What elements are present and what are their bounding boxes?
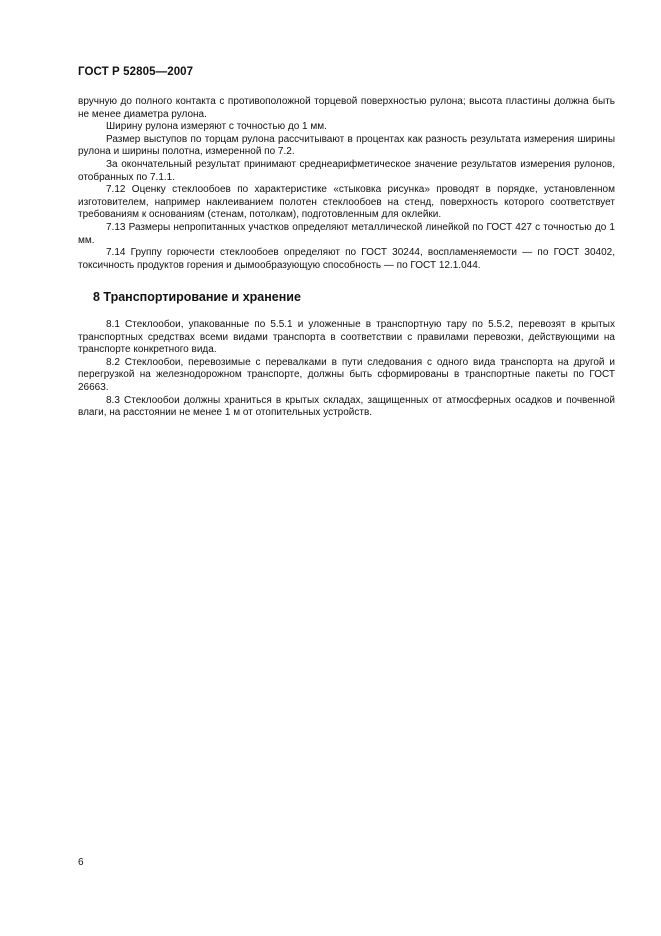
paragraph: За окончательный результат принимают среднеарифметическое значение результатов измерения рулонов, отобранных по 7.1.1. [78,158,615,183]
paragraph: Ширину рулона измеряют с точностью до 1 мм. [106,121,327,133]
paragraph-8-3: 8.3 Стеклообои должны храниться в крытых складах, защищенных от атмосферных осадков и почвенной влаги, на расстоянии не менее 1 м от отопительных устройств. [78,394,615,419]
paragraph-7-12: 7.12 Оценку стеклообоев по характеристике «стыковка рисунка» проводят в порядке, установленном изготовителем, например наклеиванием полотен стеклообоев на стенд, поверхность которого соответствует требованиям к основаниям (стенам, потолкам), подготовленным для оклейки. [78,184,615,221]
paragraph-7-14: 7.14 Группу горючести стеклообоев определяют по ГОСТ 30244, воспламеняемости — по ГОСТ 30402, токсичность продуктов горения и дымообразующую способность — по ГОСТ 12.1.044. [78,247,615,271]
paragraph-7-13: 7.13 Размеры непропитанных участков определяют металлической линейкой по ГОСТ 427 с точностью до 1 мм. [78,221,615,246]
page-number: 6 [78,857,84,868]
paragraph-8-1: 8.1 Стеклообои, упакованные по 5.5.1 и уложенные в транспортную тару по 5.5.2, перевозят в крытых транспортных средствах всеми видами транспорта в соответствии с правилами перевозки, действующими на транспорте конкретного вида. [78,319,615,356]
section-8-body [78,319,615,420]
paragraph-8-2: 8.2 Стеклообои, перевозимые с перевалками в пути следования с одного вида транспорта на другой и перегрузкой на железнодорожном транспорте, должны быть сформированы в транспортные пакеты по ГОСТ 26663. [78,356,615,393]
section-7-continuation [78,96,615,272]
paragraph: вручную до полного контакта с противоположной торцевой поверхностью рулона; высота пластины должна быть не менее диаметра рулона. [78,96,615,120]
document-header: ГОСТ Р 52805—2007 [78,66,194,78]
section-8-heading: 8 Транспортирование и хранение [93,290,301,304]
paragraph: Размер выступов по торцам рулона рассчитывают в процентах как разность результата измерения ширины рулона и ширины полотна, измеренной по 7.2. [78,133,615,158]
